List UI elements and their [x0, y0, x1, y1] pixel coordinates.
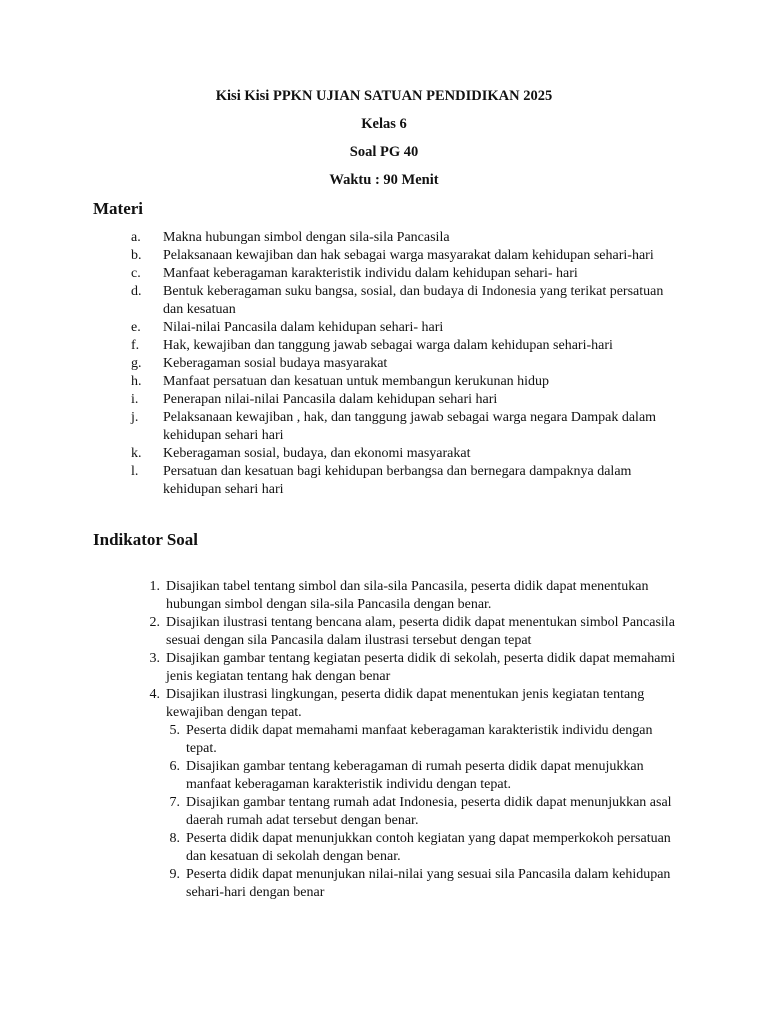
materi-item [131, 319, 683, 337]
indikator-item [169, 794, 686, 830]
materi-item [131, 283, 683, 319]
materi-heading: Materi [93, 199, 144, 218]
question-count-label: Soal PG 40 [349, 144, 419, 160]
list-marker: 1. [149, 579, 160, 594]
list-marker: 3. [149, 651, 160, 666]
list-marker: 4. [149, 687, 160, 702]
indikator-item [169, 866, 686, 902]
materi-list [131, 229, 683, 499]
indikator-item [169, 758, 686, 794]
list-item-text: Pelaksanaan kewajiban dan hak sebagai warga masyarakat dalam kehidupan sehari-hari [163, 248, 654, 263]
indikator-item [149, 650, 686, 686]
list-item-text: Pelaksanaan kewajiban , hak, dan tanggung jawab sebagai warga negara Dampak dalam kehidupan sehari hari [163, 410, 657, 443]
list-item-text: Disajikan gambar tentang keberagaman di rumah peserta didik dapat menujukkan manfaat keberagaman karakteristik individu dengan tepat. [186, 759, 644, 792]
indikator-list [149, 578, 686, 902]
list-marker: 8. [169, 831, 180, 846]
list-item-text: Nilai-nilai Pancasila dalam kehidupan sehari- hari [163, 320, 444, 335]
class-label: Kelas 6 [361, 116, 407, 132]
indikator-item [149, 578, 686, 614]
list-marker: l. [131, 464, 139, 479]
list-marker: h. [131, 374, 142, 389]
list-item-text: Peserta didik dapat menunjukan nilai-nilai yang sesuai sila Pancasila dalam kehidupan sehari-hari dengan benar [186, 867, 671, 900]
indikator-heading: Indikator Soal [93, 530, 199, 549]
list-marker: b. [131, 248, 142, 263]
list-item-text: Disajikan gambar tentang kegiatan peserta didik di sekolah, peserta didik dapat memahami jenis kegiatan tentang hak dengan benar [166, 651, 676, 684]
materi-item [131, 445, 683, 463]
list-marker: f. [131, 338, 140, 353]
materi-item [131, 265, 683, 283]
indikator-item [149, 686, 686, 722]
list-marker: e. [131, 320, 141, 335]
list-marker: d. [131, 284, 142, 299]
materi-item [131, 247, 683, 265]
list-marker: 6. [169, 759, 180, 774]
list-marker: c. [131, 266, 141, 281]
document-title: Kisi Kisi PPKN UJIAN SATUAN PENDIDIKAN 2025 [215, 88, 553, 104]
list-item-text: Makna hubungan simbol dengan sila-sila Pancasila [163, 230, 450, 245]
indikator-item [169, 830, 686, 866]
list-marker: 7. [169, 795, 180, 810]
list-marker: j. [131, 410, 139, 425]
list-item-text: Disajikan ilustrasi lingkungan, peserta didik dapat menentukan jenis kegiatan tentang kewajiban dengan tepat. [166, 687, 645, 720]
list-item-text: Peserta didik dapat menunjukkan contoh kegiatan yang dapat memperkokoh persatuan dan kesatuan di sekolah dengan benar. [186, 831, 671, 864]
materi-item [131, 373, 683, 391]
list-item-text: Disajikan gambar tentang rumah adat Indonesia, peserta didik dapat menunjukkan asal daerah rumah adat tersebut dengan benar. [186, 795, 672, 828]
materi-item [131, 229, 683, 247]
list-item-text: Keberagaman sosial budaya masyarakat [163, 356, 388, 371]
list-item-text: Hak, kewajiban dan tanggung jawab sebagai warga dalam kehidupan sehari-hari [163, 338, 613, 353]
list-marker: 2. [149, 615, 160, 630]
list-item-text: Disajikan tabel tentang simbol dan sila-sila Pancasila, peserta didik dapat menentukan hubungan simbol dengan sila-sila Pancasila dengan benar. [166, 579, 649, 612]
materi-item [131, 355, 683, 373]
list-item-text: Bentuk keberagaman suku bangsa, sosial, dan budaya di Indonesia yang terikat persatuan dan kesatuan [163, 284, 664, 317]
list-marker: k. [131, 446, 142, 461]
list-item-text: Keberagaman sosial, budaya, dan ekonomi masyarakat [163, 446, 471, 461]
materi-item [131, 391, 683, 409]
materi-item [131, 337, 683, 355]
duration-label: Waktu : 90 Menit [329, 172, 439, 188]
list-item-text: Penerapan nilai-nilai Pancasila dalam kehidupan sehari hari [163, 392, 498, 407]
list-item-text: Manfaat persatuan dan kesatuan untuk membangun kerukunan hidup [163, 374, 550, 389]
materi-item [131, 463, 683, 499]
list-marker: 5. [169, 723, 180, 738]
indikator-item [169, 722, 686, 758]
list-marker: i. [131, 392, 139, 407]
indikator-item [149, 614, 686, 650]
list-item-text: Persatuan dan kesatuan bagi kehidupan berbangsa dan bernegara dampaknya dalam kehidupan sehari hari [163, 464, 632, 497]
list-marker: a. [131, 230, 141, 245]
list-item-text: Manfaat keberagaman karakteristik individu dalam kehidupan sehari- hari [163, 266, 578, 281]
list-marker: 9. [169, 867, 180, 882]
list-item-text: Peserta didik dapat memahami manfaat keberagaman karakteristik individu dengan tepat. [186, 723, 653, 756]
materi-item [131, 409, 683, 445]
document-header [0, 87, 768, 199]
list-marker: g. [131, 356, 142, 371]
list-item-text: Disajikan ilustrasi tentang bencana alam, peserta didik dapat menentukan simbol Pancasila sesuai dengan sila Pancasila dalam ilustrasi tersebut dengan tepat [166, 615, 675, 648]
